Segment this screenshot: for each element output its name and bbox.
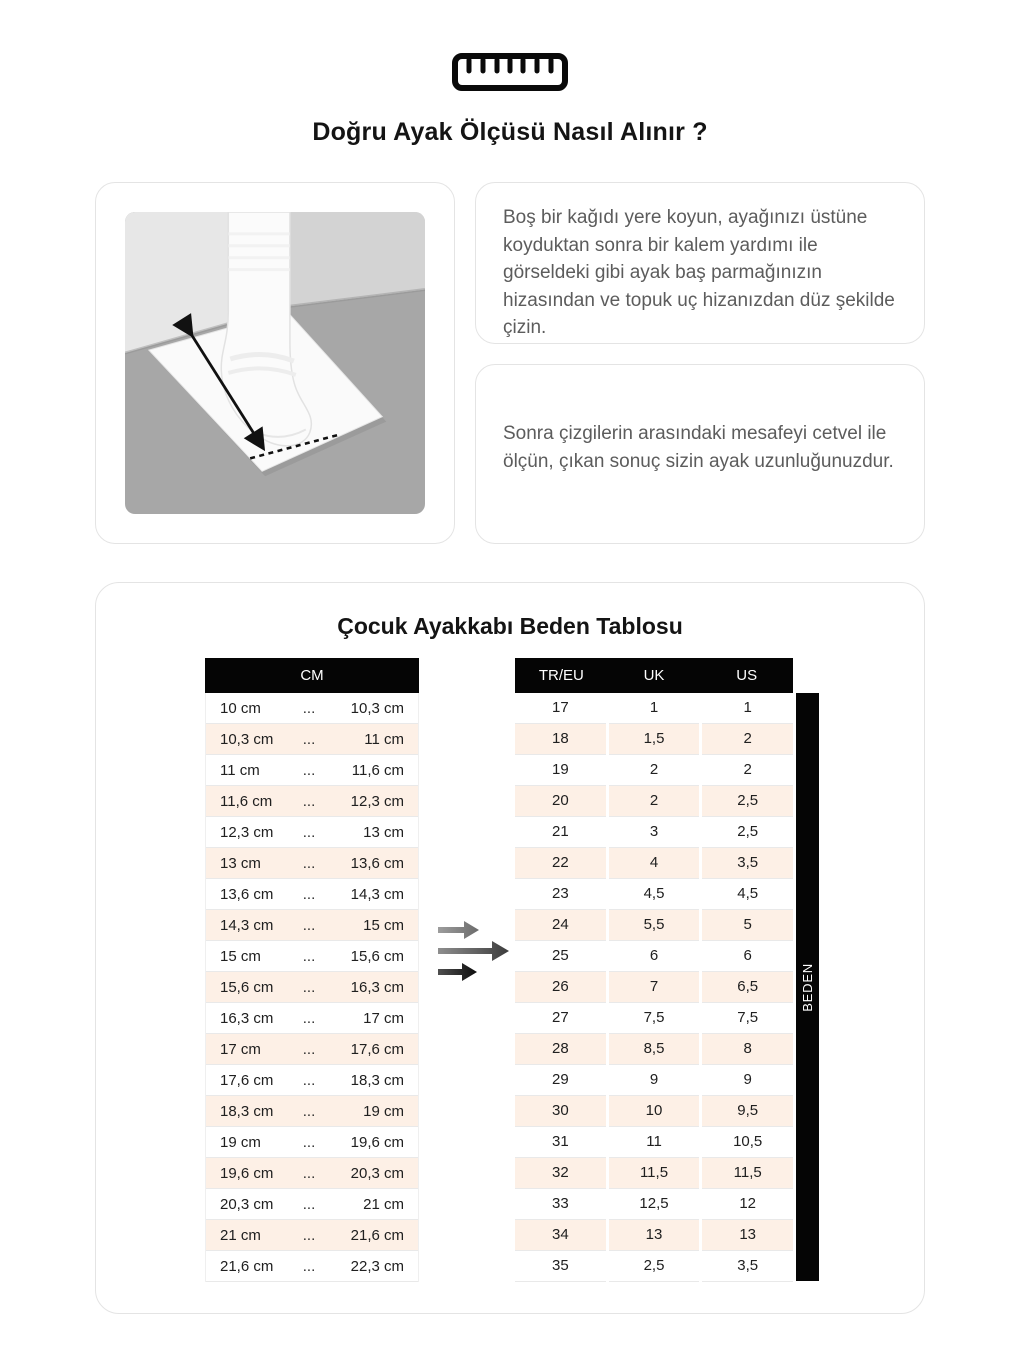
treu-size-value: 21: [515, 817, 606, 848]
cm-row-item: [206, 1220, 418, 1251]
cm-to-value: 14,3 cm: [350, 885, 404, 903]
page-title: Doğru Ayak Ölçüsü Nasıl Alınır ?: [312, 118, 708, 146]
cm-separator: ...: [302, 1133, 316, 1151]
cm-from-value: 11 cm: [220, 761, 260, 779]
uk-size-value: 1,5: [609, 724, 700, 755]
cm-from-value: 13 cm: [220, 854, 261, 872]
sz-row-item: [515, 693, 793, 724]
treu-size-value: 22: [515, 848, 606, 879]
foot-measurement-image: [125, 212, 425, 514]
instruction-step-1-text: Boş bir kağıdı yere koyun, ayağınızı üstüne koyduktan sonra bir kalem yardımı ile görseldeki gibi ayak baş parmağınızın hizasından ve topuk uç hizanızdan düz şekilde çizin.: [503, 207, 895, 339]
sz-row-item: [515, 910, 793, 941]
sz-row-item: [515, 1003, 793, 1034]
cm-to-value: 21 cm: [363, 1195, 404, 1213]
uk-size-value: 9: [609, 1065, 700, 1096]
treu-size-value: 29: [515, 1065, 606, 1096]
measure-guide-section: [95, 182, 925, 544]
cm-from-value: 19,6 cm: [220, 1164, 274, 1182]
cm-row-item: [206, 786, 418, 817]
treu-size-value: 28: [515, 1034, 606, 1065]
size-table-card: [95, 582, 925, 1314]
cm-to-value: 11,6 cm: [351, 761, 404, 779]
cm-separator: ...: [302, 699, 316, 717]
size-table-header-treu: TR/EU: [538, 667, 584, 684]
cm-to-value: 20,3 cm: [350, 1164, 404, 1182]
us-size-value: 9: [702, 1065, 793, 1096]
transfer-arrows-area: [436, 915, 516, 985]
cm-from-value: 16,3 cm: [220, 1009, 274, 1027]
us-size-value: 3,5: [702, 1251, 793, 1282]
instructions-column: [475, 182, 925, 544]
treu-size-value: 18: [515, 724, 606, 755]
cm-separator: ...: [302, 978, 316, 996]
cm-to-value: 17 cm: [363, 1009, 404, 1027]
uk-size-value: 6: [609, 941, 700, 972]
cm-row-item: [206, 941, 418, 972]
uk-size-value: 4,5: [609, 879, 700, 910]
sz-row-item: [515, 1127, 793, 1158]
treu-size-value: 23: [515, 879, 606, 910]
cm-row-item: [206, 1158, 418, 1189]
treu-size-value: 26: [515, 972, 606, 1003]
size-table-body: [515, 693, 793, 1282]
ruler-icon: [451, 52, 569, 92]
sz-row-item: [515, 848, 793, 879]
treu-size-value: 31: [515, 1127, 606, 1158]
sz-row-item: [515, 941, 793, 972]
treu-size-value: 17: [515, 693, 606, 724]
us-size-value: 11,5: [702, 1158, 793, 1189]
sz-row-item: [515, 755, 793, 786]
cm-to-value: 11 cm: [364, 730, 404, 748]
treu-size-value: 34: [515, 1220, 606, 1251]
cm-row-item: [206, 1251, 418, 1282]
header-icon-area: [0, 0, 1020, 92]
treu-size-value: 19: [515, 755, 606, 786]
uk-size-value: 7,5: [609, 1003, 700, 1034]
us-size-value: 8: [702, 1034, 793, 1065]
uk-size-value: 11,5: [609, 1158, 700, 1189]
foot-photo-card: [95, 182, 455, 544]
cm-row-item: [206, 817, 418, 848]
cm-table-body: [205, 693, 419, 1282]
sz-row-item: [515, 724, 793, 755]
cm-from-value: 15 cm: [220, 947, 261, 965]
cm-to-value: 19,6 cm: [350, 1133, 404, 1151]
size-table-header-us: US: [736, 667, 758, 684]
cm-separator: ...: [302, 792, 316, 810]
cm-separator: ...: [302, 1071, 316, 1089]
cm-row-item: [206, 693, 418, 724]
cm-row-item: [206, 1096, 418, 1127]
cm-to-value: 15 cm: [363, 916, 404, 934]
cm-separator: ...: [302, 823, 316, 841]
sz-row-item: [515, 1096, 793, 1127]
us-size-value: 9,5: [702, 1096, 793, 1127]
cm-separator: ...: [302, 1009, 316, 1027]
uk-size-value: 3: [609, 817, 700, 848]
cm-to-value: 17,6 cm: [350, 1040, 404, 1058]
cm-row-item: [206, 724, 418, 755]
cm-to-value: 10,3 cm: [350, 699, 404, 717]
uk-size-value: 5,5: [609, 910, 700, 941]
beden-label: BEDEN: [800, 962, 815, 1012]
us-size-value: 2,5: [702, 786, 793, 817]
us-size-value: 10,5: [702, 1127, 793, 1158]
uk-size-value: 2,5: [609, 1251, 700, 1282]
us-size-value: 1: [702, 693, 793, 724]
sz-row-item: [515, 1158, 793, 1189]
us-size-value: 6,5: [702, 972, 793, 1003]
cm-from-value: 17 cm: [220, 1040, 261, 1058]
sz-row-item: [515, 1065, 793, 1096]
cm-from-value: 11,6 cm: [220, 792, 273, 810]
cm-to-value: 21,6 cm: [350, 1226, 404, 1244]
us-size-value: 6: [702, 941, 793, 972]
cm-row-item: [206, 1127, 418, 1158]
us-size-value: 3,5: [702, 848, 793, 879]
cm-separator: ...: [302, 1102, 316, 1120]
cm-to-value: 16,3 cm: [350, 978, 404, 996]
cm-to-value: 18,3 cm: [350, 1071, 404, 1089]
uk-size-value: 10: [609, 1096, 700, 1127]
us-size-value: 2: [702, 724, 793, 755]
cm-separator: ...: [302, 761, 316, 779]
cm-row-item: [206, 848, 418, 879]
cm-to-value: 19 cm: [363, 1102, 404, 1120]
cm-row-item: [206, 972, 418, 1003]
size-table-header-uk: UK: [643, 667, 665, 684]
cm-separator: ...: [302, 1164, 316, 1182]
cm-to-value: 13 cm: [363, 823, 404, 841]
cm-from-value: 19 cm: [220, 1133, 261, 1151]
cm-separator: ...: [302, 1257, 316, 1275]
foot-on-paper-illustration: [125, 212, 425, 514]
treu-size-value: 24: [515, 910, 606, 941]
cm-separator: ...: [302, 916, 316, 934]
cm-from-value: 20,3 cm: [220, 1195, 274, 1213]
sz-row-item: [515, 786, 793, 817]
instruction-step-2: [475, 364, 925, 544]
us-size-value: 2: [702, 755, 793, 786]
cm-table: [205, 658, 419, 1282]
cm-from-value: 21,6 cm: [220, 1257, 274, 1275]
sz-row-item: [515, 1189, 793, 1220]
uk-size-value: 2: [609, 786, 700, 817]
cm-separator: ...: [302, 730, 316, 748]
beden-side-bar: [796, 693, 819, 1281]
uk-size-value: 13: [609, 1220, 700, 1251]
sz-row-item: [515, 817, 793, 848]
cm-separator: ...: [302, 947, 316, 965]
uk-size-value: 1: [609, 693, 700, 724]
cm-to-value: 12,3 cm: [350, 792, 404, 810]
sz-row-item: [515, 972, 793, 1003]
cm-from-value: 18,3 cm: [220, 1102, 274, 1120]
cm-from-value: 10,3 cm: [220, 730, 274, 748]
triple-right-arrows-icon: [436, 915, 516, 985]
uk-size-value: 2: [609, 755, 700, 786]
us-size-value: 4,5: [702, 879, 793, 910]
cm-separator: ...: [302, 1040, 316, 1058]
cm-from-value: 12,3 cm: [220, 823, 274, 841]
us-size-value: 12: [702, 1189, 793, 1220]
cm-row-item: [206, 755, 418, 786]
cm-row-item: [206, 910, 418, 941]
cm-from-value: 15,6 cm: [220, 978, 274, 996]
uk-size-value: 8,5: [609, 1034, 700, 1065]
us-size-value: 13: [702, 1220, 793, 1251]
treu-size-value: 35: [515, 1251, 606, 1282]
uk-size-value: 4: [609, 848, 700, 879]
treu-size-value: 27: [515, 1003, 606, 1034]
uk-size-value: 12,5: [609, 1189, 700, 1220]
cm-separator: ...: [302, 885, 316, 903]
treu-size-value: 20: [515, 786, 606, 817]
instruction-step-1: [475, 182, 925, 344]
cm-from-value: 14,3 cm: [220, 916, 274, 934]
sz-row-item: [515, 1220, 793, 1251]
sz-row-item: [515, 1251, 793, 1282]
treu-size-value: 33: [515, 1189, 606, 1220]
cm-from-value: 21 cm: [220, 1226, 261, 1244]
treu-size-value: 30: [515, 1096, 606, 1127]
cm-row-item: [206, 1034, 418, 1065]
cm-row-item: [206, 879, 418, 910]
us-size-value: 2,5: [702, 817, 793, 848]
sz-row-item: [515, 879, 793, 910]
cm-from-value: 17,6 cm: [220, 1071, 274, 1089]
cm-separator: ...: [302, 1226, 316, 1244]
us-size-value: 5: [702, 910, 793, 941]
cm-row-item: [206, 1189, 418, 1220]
cm-separator: ...: [302, 1195, 316, 1213]
cm-row-item: [206, 1065, 418, 1096]
uk-size-value: 7: [609, 972, 700, 1003]
uk-size-value: 11: [609, 1127, 700, 1158]
cm-to-value: 22,3 cm: [350, 1257, 404, 1275]
size-table-header: [515, 658, 793, 693]
cm-to-value: 15,6 cm: [350, 947, 404, 965]
size-table: [515, 658, 793, 1282]
cm-from-value: 13,6 cm: [220, 885, 274, 903]
cm-row-item: [206, 1003, 418, 1034]
cm-to-value: 13,6 cm: [350, 854, 404, 872]
size-table-title: Çocuk Ayakkabı Beden Tablosu: [337, 613, 683, 639]
cm-table-header: CM: [205, 658, 419, 693]
cm-from-value: 10 cm: [220, 699, 261, 717]
us-size-value: 7,5: [702, 1003, 793, 1034]
treu-size-value: 25: [515, 941, 606, 972]
cm-separator: ...: [302, 854, 316, 872]
treu-size-value: 32: [515, 1158, 606, 1189]
instruction-step-2-text: Sonra çizgilerin arasındaki mesafeyi cetvel ile ölçün, çıkan sonuç sizin ayak uzunluğunuzdur.: [503, 423, 894, 472]
sz-row-item: [515, 1034, 793, 1065]
